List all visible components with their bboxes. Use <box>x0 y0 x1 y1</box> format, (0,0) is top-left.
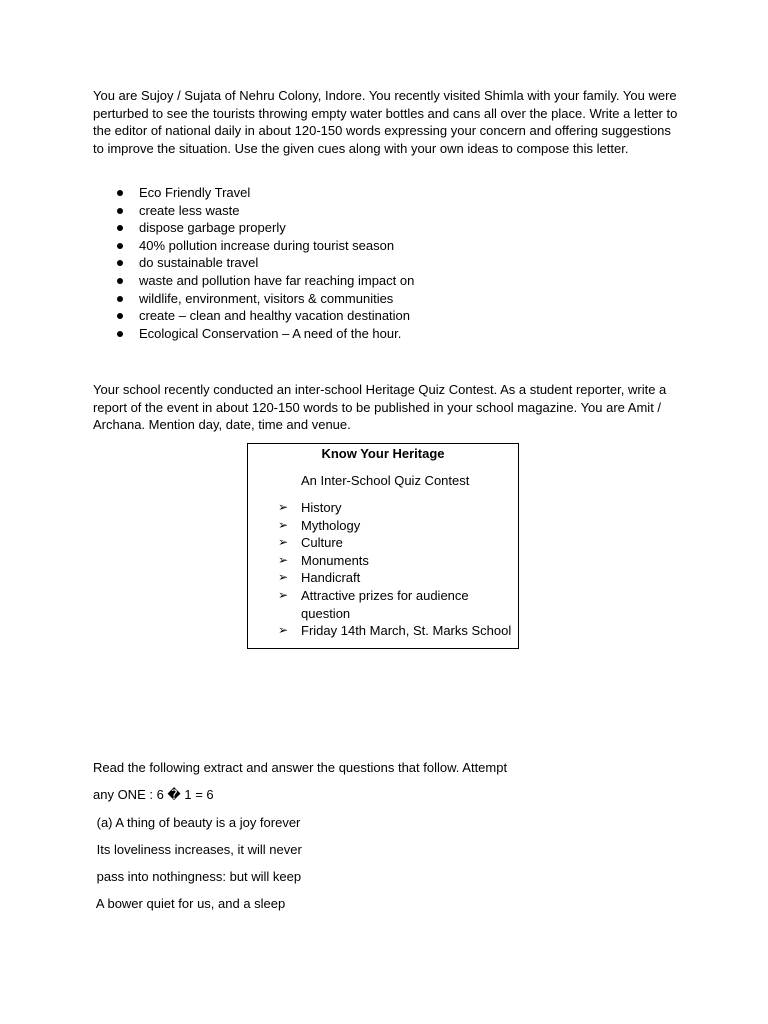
letter-task-prompt: You are Sujoy / Sujata of Nehru Colony, Indore. You recently visited Shimla with your family. You were perturbed to see the tourists throwing empty water bottles and cans all over the place. Write a letter to the editor of national daily in about 120-150 words expressing your concern and offering suggestions to improve the situation. Use the given cues along with your own ideas to compose this letter. <box>93 88 678 156</box>
bullet-dot-icon <box>117 278 123 284</box>
list-item: Eco Friendly Travel <box>93 184 414 202</box>
arrow-bullet-icon: ➢ <box>278 587 289 602</box>
list-item: create – clean and healthy vacation destination <box>93 307 414 325</box>
arrow-bullet-icon: ➢ <box>278 552 289 567</box>
list-item: do sustainable travel <box>93 254 414 272</box>
reading-instruction-line-1: Read the following extract and answer the questions that follow. Attempt <box>93 760 508 775</box>
list-item: wildlife, environment, visitors & communities <box>93 290 414 308</box>
list-item: ➢ Monuments <box>278 552 369 568</box>
reading-instruction-line-2: any ONE : 6 � 1 = 6 <box>93 787 214 802</box>
list-item: ➢ Handicraft <box>278 570 361 586</box>
list-item: ➢ History <box>278 500 342 515</box>
box-subtitle: An Inter-School Quiz Contest <box>301 473 470 488</box>
poem-line: (a) A thing of beauty is a joy forever <box>93 815 301 830</box>
arrow-bullet-icon: ➢ <box>278 570 289 585</box>
quiz-info-box <box>247 443 519 649</box>
poem-line: pass into nothingness: but will keep <box>93 869 302 884</box>
bullet-dot-icon <box>117 313 123 319</box>
list-item: ➢ Friday 14th March, St. Marks School <box>278 623 512 639</box>
list-item: Ecological Conservation – A need of the hour. <box>93 325 414 343</box>
bullet-dot-icon <box>117 331 123 337</box>
letter-cues-list <box>93 184 414 342</box>
bullet-dot-icon <box>117 190 123 196</box>
poem-line: Its loveliness increases, it will never <box>93 842 302 857</box>
box-title: Know Your Heritage <box>321 446 445 461</box>
arrow-bullet-icon: ➢ <box>278 535 289 550</box>
arrow-bullet-icon: ➢ <box>278 517 289 532</box>
bullet-dot-icon <box>117 225 123 231</box>
list-item: 40% pollution increase during tourist season <box>93 237 414 255</box>
quiz-topics-list <box>278 499 513 640</box>
list-item: ➢ Culture <box>278 535 343 551</box>
bullet-dot-icon <box>117 208 123 214</box>
arrow-bullet-icon: ➢ <box>278 623 289 638</box>
list-item: ➢ Attractive prizes for audience question <box>278 587 469 621</box>
poem-line: A bower quiet for us, and a sleep <box>93 896 286 911</box>
bullet-dot-icon <box>117 296 123 302</box>
list-item: create less waste <box>93 202 414 220</box>
list-item: waste and pollution have far reaching impact on <box>93 272 414 290</box>
list-item: ➢ Mythology <box>278 517 361 533</box>
report-task-prompt: Your school recently conducted an inter-school Heritage Quiz Contest. As a student reporter, write a report of the event in about 120-150 words to be published in your school magazine. You are Amit / Archana. Mention day, date, time and venue. <box>93 382 667 433</box>
arrow-bullet-icon: ➢ <box>278 500 289 514</box>
bullet-dot-icon <box>117 260 123 266</box>
bullet-dot-icon <box>117 243 123 249</box>
list-item: dispose garbage properly <box>93 219 414 237</box>
